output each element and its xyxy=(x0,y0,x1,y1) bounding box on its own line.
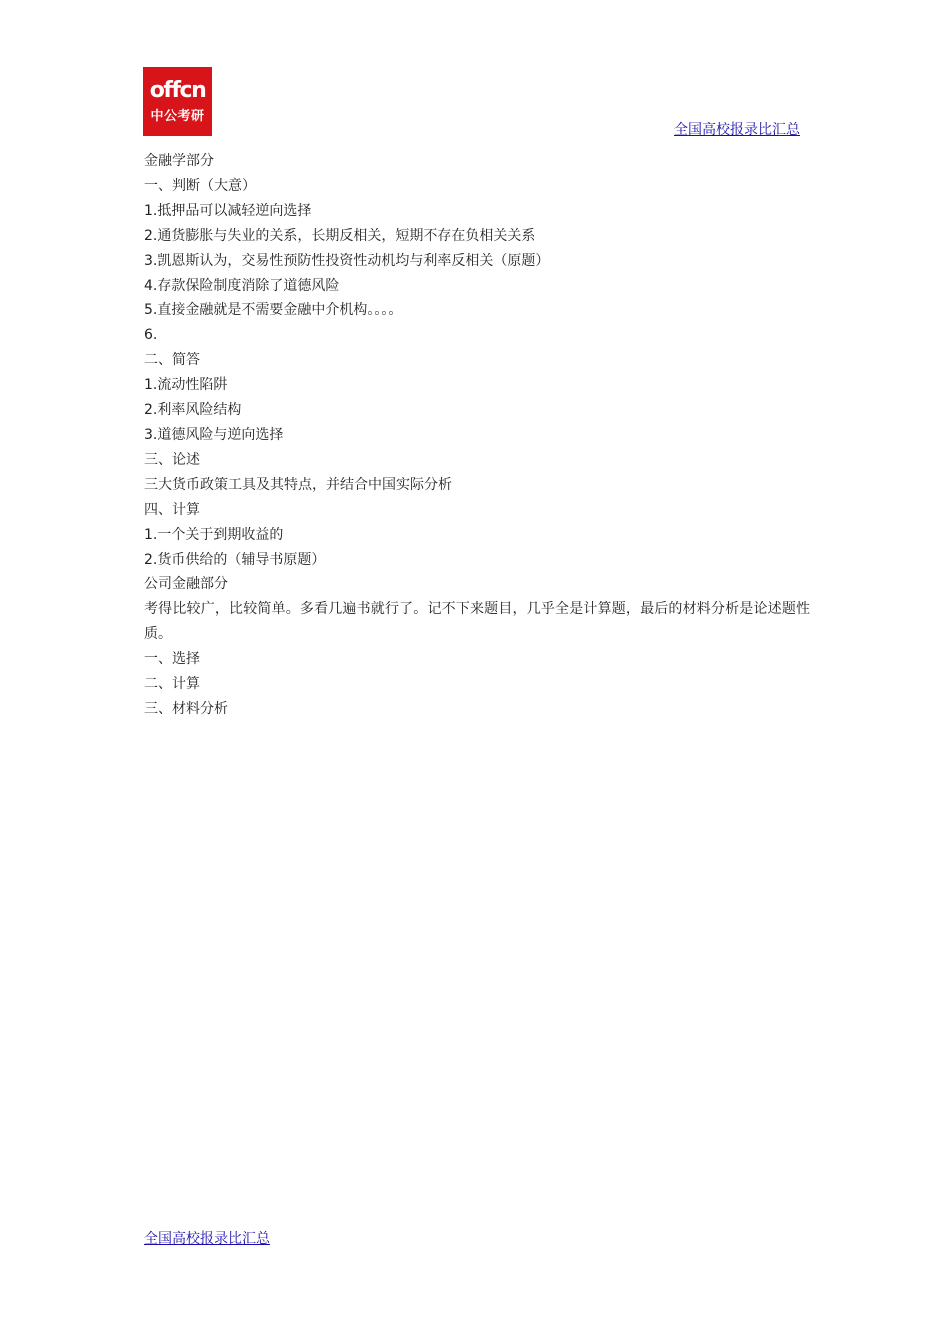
subsection-heading: 四、计算 xyxy=(144,501,200,518)
list-item: 4.存款保险制度消除了道德风险 xyxy=(144,277,340,294)
header-admission-ratio-link[interactable]: 全国高校报录比汇总 xyxy=(674,122,800,138)
paragraph: 考得比较广，比较简单。多看几遍书就行了。记不下来题目，几乎全是计算题，最后的材料分析是论述题性质。 xyxy=(144,601,810,643)
list-item: 1.流动性陷阱 xyxy=(144,377,228,394)
list-item: 三大货币政策工具及其特点，并结合中国实际分析 xyxy=(144,476,452,493)
list-item: 2.货币供给的（辅导书原题） xyxy=(144,551,326,568)
offcn-logo xyxy=(143,67,212,136)
list-item: 2.利率风险结构 xyxy=(144,402,242,419)
list-item: 2.通货膨胀与失业的关系，长期反相关，短期不存在负相关关系 xyxy=(144,227,536,244)
subsection-heading: 二、简答 xyxy=(144,352,200,369)
list-item: 6. xyxy=(144,327,158,344)
logo-subtitle: 中公考研 xyxy=(150,109,205,124)
subsection-heading: 三、材料分析 xyxy=(144,700,228,717)
section-heading: 金融学部分 xyxy=(144,153,214,169)
list-item: 3.凯恩斯认为，交易性预防性投资性动机均与利率反相关（原题） xyxy=(144,252,550,269)
list-item: 1.一个关于到期收益的 xyxy=(144,526,284,543)
footer-admission-ratio-link[interactable]: 全国高校报录比汇总 xyxy=(144,1231,270,1247)
subsection-heading: 三、论述 xyxy=(144,451,200,468)
logo-wordmark: offcn xyxy=(149,78,206,103)
section-heading: 公司金融部分 xyxy=(144,576,228,593)
list-item: 5.直接金融就是不需要金融中介机构。。。。 xyxy=(144,302,403,319)
subsection-heading: 一、选择 xyxy=(144,651,200,668)
list-item: 1.抵押品可以减轻逆向选择 xyxy=(144,202,312,219)
document-body xyxy=(144,149,810,722)
subsection-heading: 一、判断（大意） xyxy=(144,177,256,194)
list-item: 3.道德风险与逆向选择 xyxy=(144,426,284,443)
subsection-heading: 二、计算 xyxy=(144,676,200,693)
